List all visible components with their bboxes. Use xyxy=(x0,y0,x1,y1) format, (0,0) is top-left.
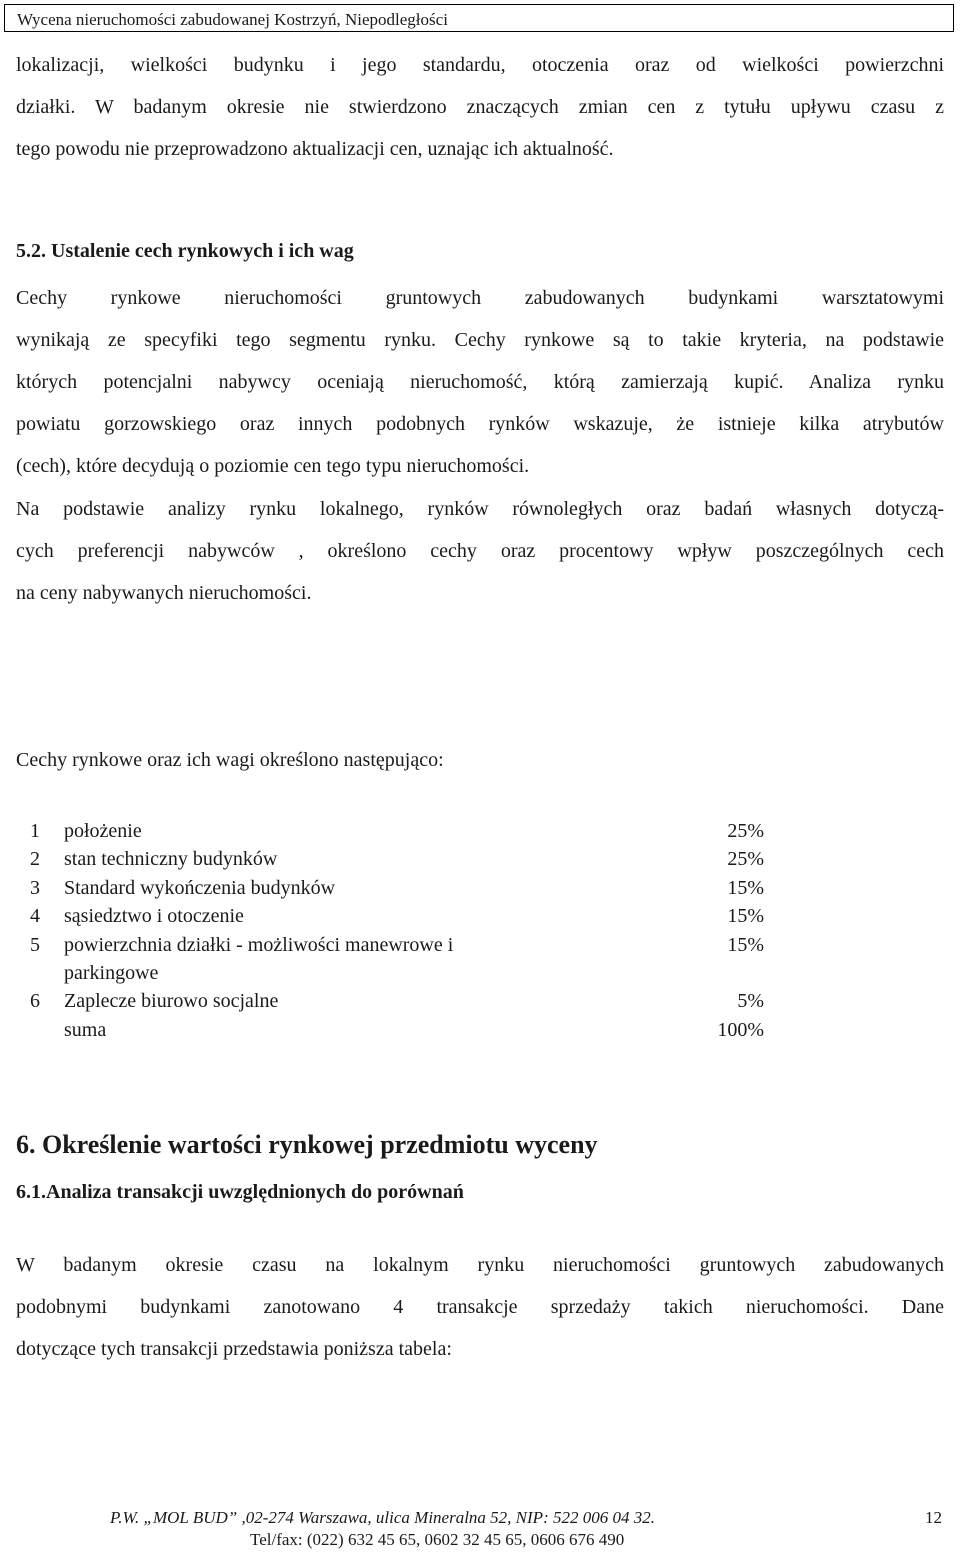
weight-name: położenie xyxy=(64,820,142,842)
weight-row xyxy=(24,848,764,876)
section-heading-6-1: 6.1.Analiza transakcji uwzględnionych do porównań xyxy=(16,1181,464,1203)
page-header xyxy=(4,4,954,32)
weight-row xyxy=(24,934,764,962)
weight-name: Standard wykończenia budynków xyxy=(64,876,336,899)
weight-row xyxy=(24,990,764,1018)
paragraph-line: W badanym okresie czasu na lokalnym rynku nieruchomości gruntowych zabudowanych xyxy=(16,1254,944,1276)
paragraph-line: na ceny nabywanych nieruchomości. xyxy=(16,582,312,604)
weight-name: sąsiedztwo i otoczenie xyxy=(64,905,244,928)
weight-number: 4 xyxy=(30,905,40,928)
weight-number: 6 xyxy=(30,990,40,1013)
paragraph-line: cych preferencji nabywców , określono cechy oraz procentowy wpływ poszczególnych cech xyxy=(16,540,944,562)
weight-name: suma xyxy=(64,1018,107,1041)
paragraph-line: (cech), które decydują o poziomie cen tego typu nieruchomości. xyxy=(16,455,530,477)
weight-row xyxy=(24,1019,764,1047)
weight-name: stan techniczny budynków xyxy=(64,848,278,871)
section-heading-5-2: 5.2. Ustalenie cech rynkowych i ich wag xyxy=(16,240,354,262)
footer-contact: Tel/fax: (022) 632 45 65, 0602 32 45 65, 0606 676 490 xyxy=(250,1530,625,1549)
paragraph-top xyxy=(16,44,944,170)
paragraph-analysis xyxy=(16,488,944,614)
weight-value: 25% xyxy=(727,820,764,842)
paragraph-line: dotyczące tych transakcji przedstawia poniższa tabela: xyxy=(16,1338,452,1360)
weight-number: 3 xyxy=(30,876,40,899)
section-heading-6: 6. Określenie wartości rynkowej przedmiotu wyceny xyxy=(16,1130,598,1159)
weight-row xyxy=(24,962,764,990)
footer-company: P.W. „MOL BUD” ,02-274 Warszawa, ulica Mineralna 52, NIP: 522 006 04 32. xyxy=(110,1508,655,1527)
weight-row xyxy=(24,820,764,848)
paragraph-line: powiatu gorzowskiego oraz innych podobnych rynków wskazuje, że istnieje kilka atrybutów xyxy=(16,413,944,435)
weight-row xyxy=(24,877,764,905)
weights-list xyxy=(24,820,764,1047)
paragraph-transactions xyxy=(16,1244,944,1370)
paragraph-line: działki. W badanym okresie nie stwierdzono znaczących zmian cen z tytułu upływu czasu z xyxy=(16,96,944,118)
paragraph-market-features xyxy=(16,277,944,487)
weight-name: powierzchnia działki - możliwości manewrowe i xyxy=(64,933,454,956)
weight-row xyxy=(24,905,764,933)
weight-number: 1 xyxy=(30,820,40,842)
weight-value: 15% xyxy=(727,876,764,899)
paragraph-line: Na podstawie analizy rynku lokalnego, rynków równoległych oraz badań własnych dotyczą- xyxy=(16,498,944,520)
weight-number: 5 xyxy=(30,933,40,956)
paragraph-line: Cechy rynkowe nieruchomości gruntowych zabudowanych budynkami warsztatowymi xyxy=(16,287,944,309)
weight-value: 25% xyxy=(727,848,764,871)
weight-value: 5% xyxy=(737,990,764,1013)
paragraph-line: których potencjalni nabywcy oceniają nieruchomość, którą zamierzają kupić. Analiza rynku xyxy=(16,371,944,393)
weight-name: Zaplecze biurowo socjalne xyxy=(64,990,279,1013)
weights-intro: Cechy rynkowe oraz ich wagi określono następująco: xyxy=(16,749,444,771)
paragraph-line: wynikają ze specyfiki tego segmentu rynku. Cechy rynkowe są to takie kryteria, na podstawie xyxy=(16,329,944,351)
paragraph-line: lokalizacji, wielkości budynku i jego standardu, otoczenia oraz od wielkości powierzchni xyxy=(16,54,944,76)
weight-value: 15% xyxy=(727,905,764,928)
page-number: 12 xyxy=(925,1508,942,1527)
weight-name: parkingowe xyxy=(64,961,159,984)
paragraph-line: podobnymi budynkami zanotowano 4 transakcje sprzedaży takich nieruchomości. Dane xyxy=(16,1296,944,1318)
paragraph-line: tego powodu nie przeprowadzono aktualizacji cen, uznając ich aktualność. xyxy=(16,138,614,160)
document-title: Wycena nieruchomości zabudowanej Kostrzyń, Niepodległości xyxy=(17,10,448,29)
weight-value: 100% xyxy=(717,1018,764,1041)
weight-number: 2 xyxy=(30,848,40,871)
weight-value: 15% xyxy=(727,933,764,956)
